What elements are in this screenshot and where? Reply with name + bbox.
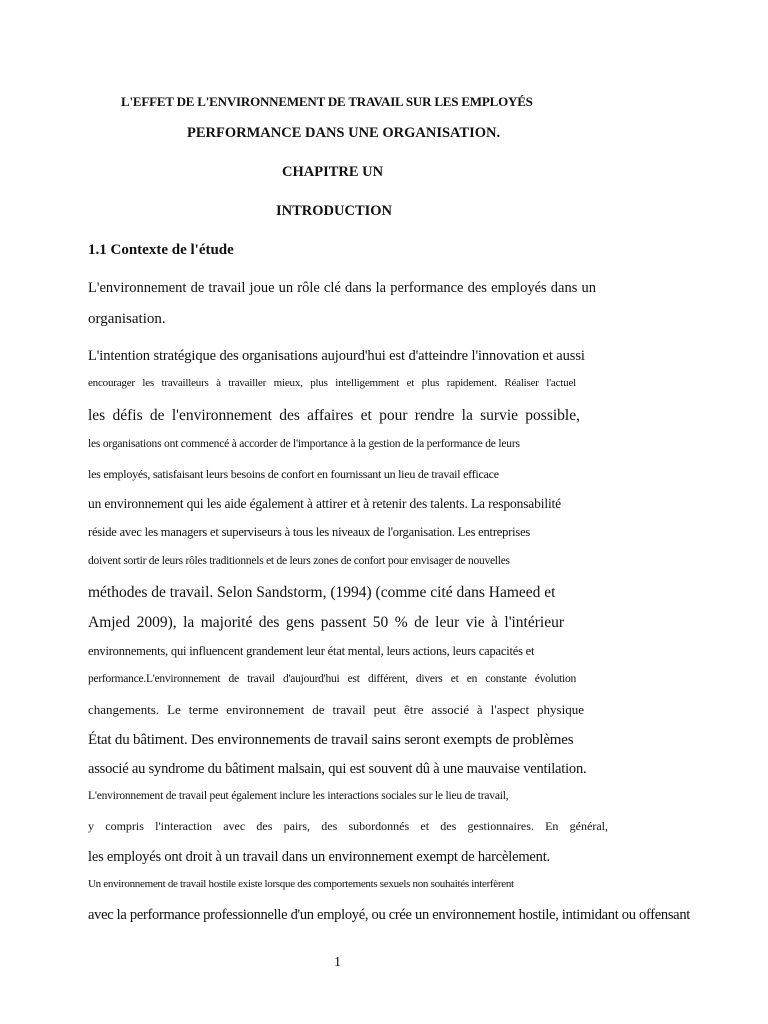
body-line-1: L'environnement de travail joue un rôle clé dans la performance des employés dans un [88,280,596,296]
body-line-17: associé au syndrome du bâtiment malsain, qui est souvent dû à une mauvaise ventilation. [88,761,587,777]
body-line-18: L'environnement de travail peut également inclure les interactions sociales sur le lieu de travail, [88,790,509,802]
page-number: 1 [334,955,341,970]
body-line-10: doivent sortir de leurs rôles traditionnels et de leurs zones de confort pour envisager de nouvelles [88,555,510,567]
body-line-16: État du bâtiment. Des environnements de travail sains seront exempts de problèmes [88,732,574,748]
body-line-15: changements. Le terme environnement de travail peut être associé à l'aspect physique [88,702,584,717]
body-line-7: les employés, satisfaisant leurs besoins de confort en fournissant un lieu de travail efficace [88,467,499,481]
body-line-19: y compris l'interaction avec des pairs, des subordonnés et des gestionnaires. En général, [88,819,608,833]
body-line-12: Amjed 2009), la majorité des gens passent 50 % de leur vie à l'intérieur [88,614,564,631]
body-line-21: Un environnement de travail hostile existe lorsque des comportements sexuels non souhaités interfèrent [88,878,514,890]
chapter-title: INTRODUCTION [276,203,393,219]
body-line-5: les défis de l'environnement des affaires et pour rendre la survie possible, [88,407,580,424]
body-line-11: méthodes de travail. Selon Sandstorm, (1994) (comme cité dans Hameed et [88,584,556,601]
title-line-1: L'EFFET DE L'ENVIRONNEMENT DE TRAVAIL SUR LES EMPLOYÉS [121,94,533,109]
body-line-14: performance.L'environnement de travail d'aujourd'hui est différent, divers et en constante évolution [88,673,576,685]
body-line-22: avec la performance professionnelle d'un employé, ou crée un environnement hostile, intimidant ou offensant [88,907,691,923]
chapter-label: CHAPITRE UN [282,164,384,180]
body-line-3: L'intention stratégique des organisations aujourd'hui est d'atteindre l'innovation et aussi [88,348,585,364]
title-line-2: PERFORMANCE DANS UNE ORGANISATION. [187,125,501,141]
body-line-8: un environnement qui les aide également à attirer et à retenir des talents. La responsabilité [88,496,561,511]
body-line-2: organisation. [88,311,166,327]
body-line-13: environnements, qui influencent grandement leur état mental, leurs actions, leurs capacités et [88,644,535,658]
section-heading: 1.1 Contexte de l'étude [88,242,234,258]
body-line-20: les employés ont droit à un travail dans un environnement exempt de harcèlement. [88,849,550,865]
body-line-4: encourager les travailleurs à travailler mieux, plus intelligemment et plus rapidement. Réaliser l'actuel [88,377,576,389]
body-line-6: les organisations ont commencé à accorder de l'importance à la gestion de la performance de leurs [88,438,520,450]
body-line-9: réside avec les managers et superviseurs à tous les niveaux de l'organisation. Les entreprises [88,525,531,539]
